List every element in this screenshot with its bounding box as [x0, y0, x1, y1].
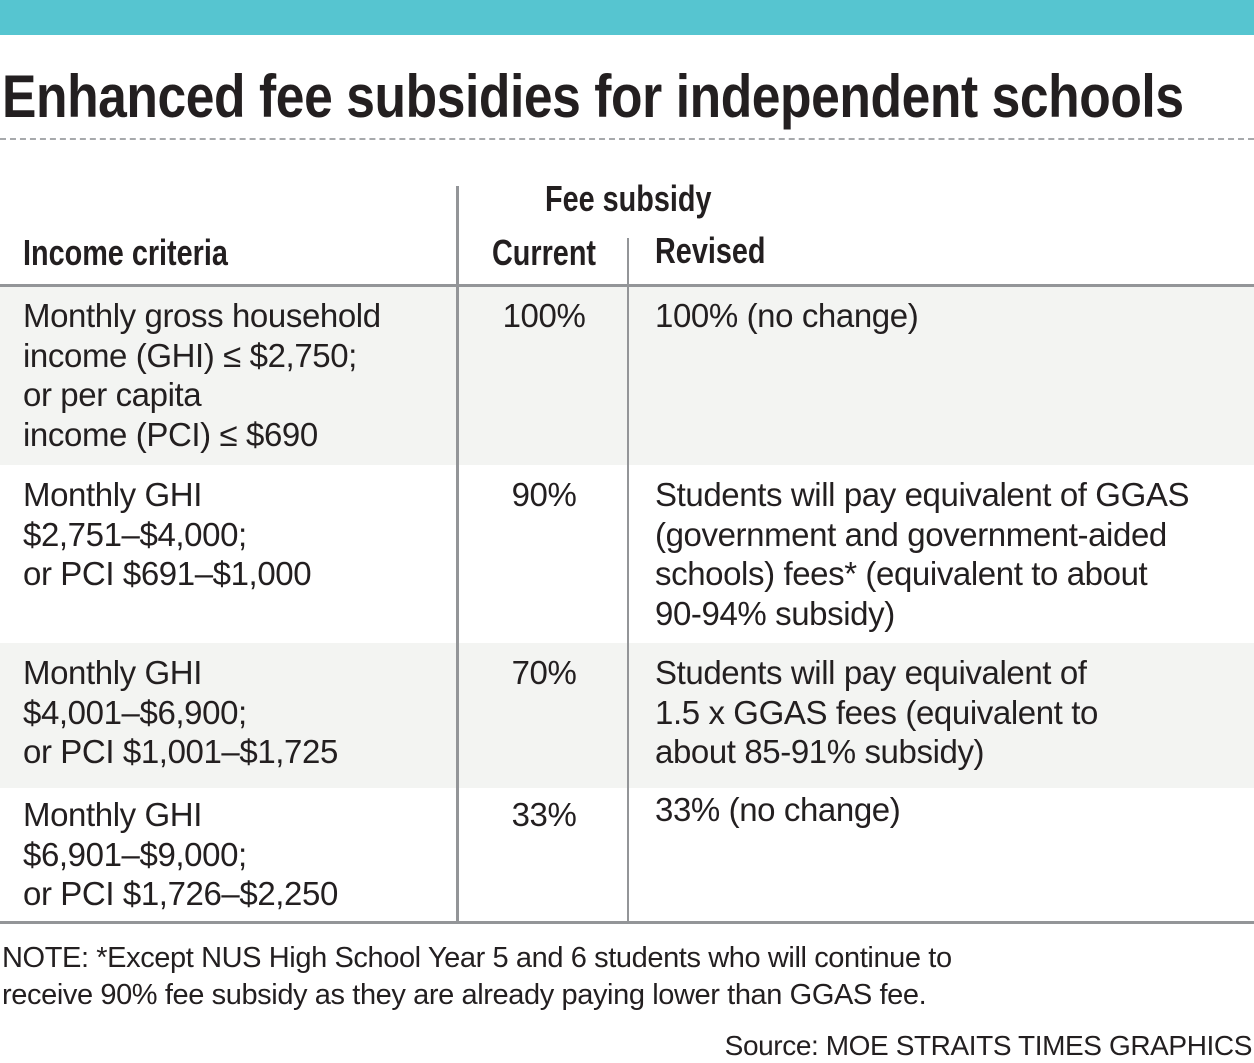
- revised-cell: 100% (no change): [655, 297, 919, 334]
- criteria-cell: Monthly GHI $4,001–$6,900; or PCI $1,001–$1,725: [23, 654, 338, 770]
- column-divider: [627, 238, 629, 924]
- footnote: NOTE: *Except NUS High School Year 5 and 6 students who will continue to receive 90% fee subsidy as they are already paying lower than GGAS fee.: [2, 942, 952, 1011]
- column-header-current: Current: [492, 232, 597, 273]
- current-cell: 70%: [511, 654, 577, 691]
- page-title: Enhanced fee subsidies for independent schools: [2, 63, 1184, 130]
- revised-cell: 33% (no change): [655, 791, 901, 828]
- dashed-divider: [0, 138, 1254, 140]
- current-cell: 100%: [502, 297, 586, 334]
- column-divider: [456, 186, 459, 924]
- accent-bar: [0, 0, 1254, 35]
- criteria-cell: Monthly gross household income (GHI) ≤ $2,750; or per capita income (PCI) ≤ $690: [23, 297, 381, 453]
- criteria-cell: Monthly GHI $2,751–$4,000; or PCI $691–$1,000: [23, 476, 312, 592]
- column-header-revised: Revised: [655, 230, 766, 271]
- revised-cell: Students will pay equivalent of GGAS (government and government-aided schools) fees* (equivalent to about 90-94% subsidy): [655, 476, 1190, 632]
- revised-cell: Students will pay equivalent of 1.5 x GGAS fees (equivalent to about 85-91% subsidy): [655, 654, 1098, 770]
- current-cell: 90%: [511, 476, 577, 513]
- source-credit: Source: MOE STRAITS TIMES GRAPHICS: [724, 1030, 1252, 1061]
- current-cell: 33%: [511, 796, 577, 833]
- criteria-cell: Monthly GHI $6,901–$9,000; or PCI $1,726–$2,250: [23, 796, 338, 912]
- group-header: Fee subsidy: [545, 178, 712, 219]
- column-header-criteria: Income criteria: [23, 232, 228, 273]
